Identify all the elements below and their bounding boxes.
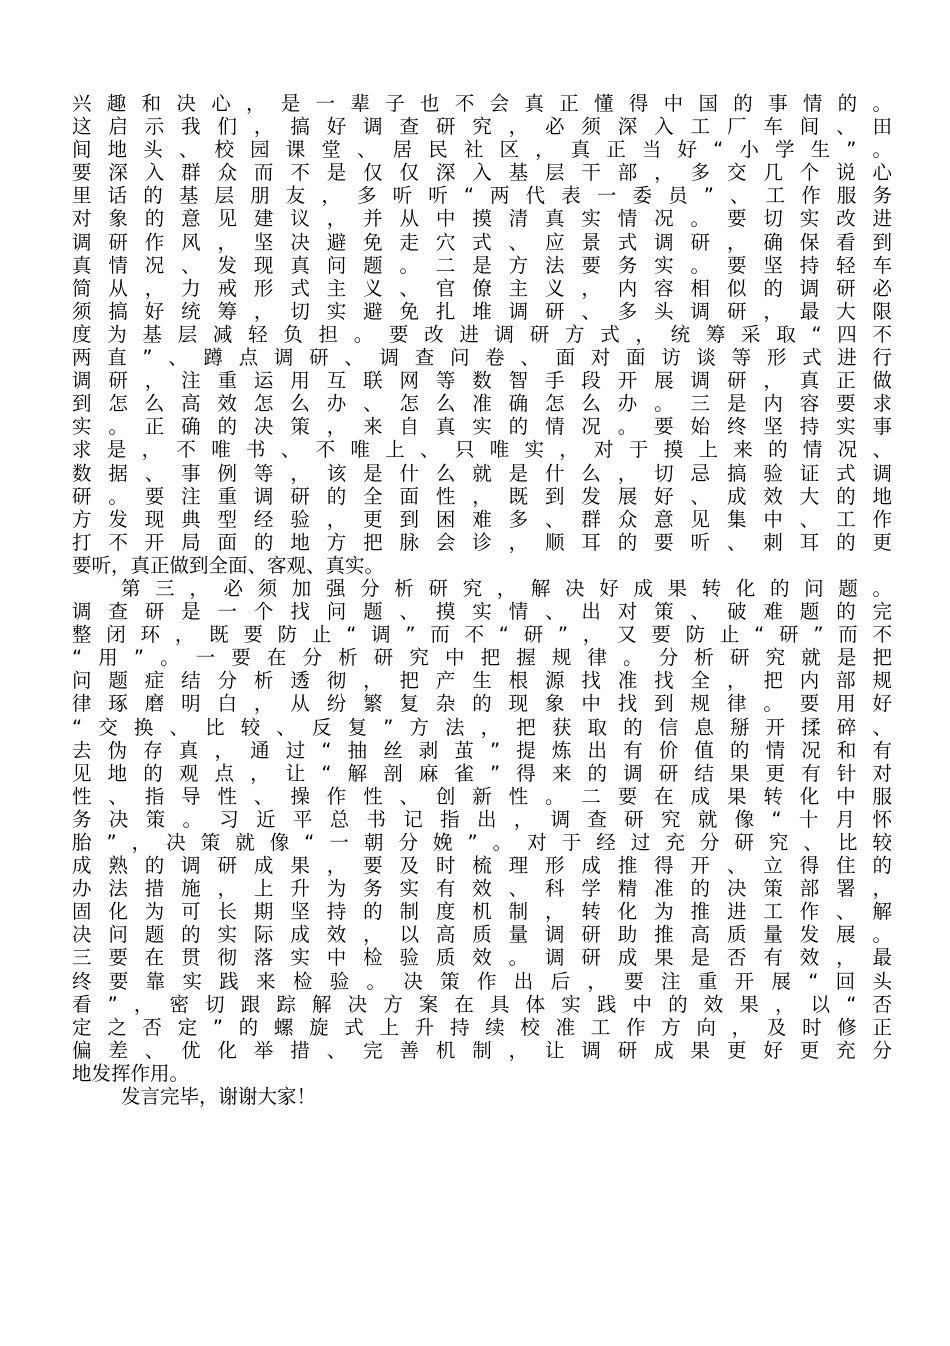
- text-line: 偏差、优化举措、完善机制，让调研成果更好更充分: [72, 1038, 892, 1062]
- text-line: 这启示我们，搞好调查研究，必须深入工厂车间、田: [72, 115, 892, 139]
- text-line: 实。正确的决策，来自真实的情况。要始终坚持实事: [72, 415, 892, 439]
- text-line: 数据、事例等，该是什么就是什么，切忌搞验证式调: [72, 461, 892, 485]
- text-line: 间地头、校园课堂、居民社区，真正当好“小学生”。: [72, 138, 892, 162]
- closing-remark: 发言完毕，谢谢大家！: [121, 1085, 317, 1109]
- text-line: 须搞好统筹，切实避免扎堆调研、多头调研，最大限: [72, 299, 892, 323]
- text-line: 简从，力戒形式主义、官僚主义，内容相似的调研必: [72, 276, 892, 300]
- text-line: 兴趣和决心，是一辈子也不会真正懂得中国的事情的。: [72, 92, 892, 115]
- text-line: 方发现典型经验，更到困难多、群众意见集中、工作: [72, 507, 892, 531]
- text-line: 调查研是一个找问题、摸实情、出对策、破难题的完: [72, 600, 892, 624]
- text-line: 调研，注重运用互联网等数智手段开展调研，真正做: [72, 369, 892, 393]
- text-line: 性、指导性、操作性、创新性。二要在成果转化中服: [72, 784, 892, 808]
- text-line: 见地的观点，让“解剖麻雀”得来的调研结果更有针对: [72, 761, 892, 785]
- text-line: 决问题的实际成效，以高质量调研助推高质量发展。: [72, 923, 892, 947]
- text-line: 律琢磨明白，从纷繁复杂的现象中找到规律。要用好: [72, 692, 892, 716]
- text-line: 度为基层减轻负担。要改进调研方式，统筹采取“四不: [72, 322, 892, 346]
- text-line: 要深入群众而不是仅仅深入基层干部，多交几个说心: [72, 161, 892, 185]
- text-line: 对象的意见建议，并从中摸清真实情况。要切实改进: [72, 207, 892, 231]
- text-line: 要听，真正做到全面、客观、真实。: [72, 553, 385, 577]
- text-line: 看”，密切跟踪解决方案在具体实践中的效果，以“否: [72, 992, 892, 1016]
- text-line: 地发挥作用。: [72, 1061, 190, 1085]
- body-text: [72, 92, 892, 1108]
- text-line: 调研作风，坚决避免走穴式、应景式调研，确保看到: [72, 230, 892, 254]
- section-heading-line: 第三，必须加强分析研究，解决好成果转化的问题。: [121, 576, 892, 600]
- text-line: 里话的基层朋友，多听听“两代表一委员”、工作服务: [72, 184, 892, 208]
- text-line: 终要靠实践来检验。决策作出后，要注重开展“回头: [72, 969, 892, 993]
- text-line: 两直”、蹲点调研、调查问卷、面对面访谈等形式进行: [72, 346, 892, 370]
- text-line: 胎”，决策就像“一朝分娩”。对于经过充分研究、比较: [72, 831, 892, 854]
- text-line: 到怎么高效怎么办、怎么准确怎么办。三是内容要求: [72, 392, 892, 416]
- text-line: 问题症结分析透彻，把产生根源找准找全，把内部规: [72, 669, 892, 693]
- text-line: 求是，不唯书、不唯上、只唯实，对于摸上来的情况、: [72, 438, 892, 462]
- text-line: 定之否定”的螺旋式上升持续校准工作方向，及时修正: [72, 1015, 892, 1039]
- text-line: 去伪存真，通过“抽丝剥茧”提炼出有价值的情况和有: [72, 738, 892, 762]
- text-line: 成熟的调研成果，要及时梳理形成推得开、立得住的: [72, 854, 892, 878]
- text-line: “交换、比较、反复”方法，把获取的信息掰开揉碎、: [72, 715, 892, 739]
- text-line: 打不开局面的地方把脉会诊，顺耳的要听、刺耳的更: [72, 530, 892, 554]
- text-line: 真情况、发现真问题。二是方法要务实。要坚持轻车: [72, 253, 892, 277]
- text-line: 整闭环，既要防止“调”而不“研”，又要防止“研”而不: [72, 623, 892, 647]
- text-line: 务决策。习近平总书记指出，调查研究就像“十月怀: [72, 807, 892, 831]
- text-line: 固化为可长期坚持的制度机制，转化为推进工作、解: [72, 900, 892, 924]
- text-line: 办法措施，上升为务实有效、科学精准的决策部署，: [72, 877, 892, 901]
- text-line: 研。要注重调研的全面性，既到发展好、成效大的地: [72, 484, 892, 508]
- text-line: “用”。一要在分析研究中把握规律。分析研究就是把: [72, 646, 892, 670]
- text-line: 三要在贯彻落实中检验质效。调研成果是否有效，最: [72, 946, 892, 970]
